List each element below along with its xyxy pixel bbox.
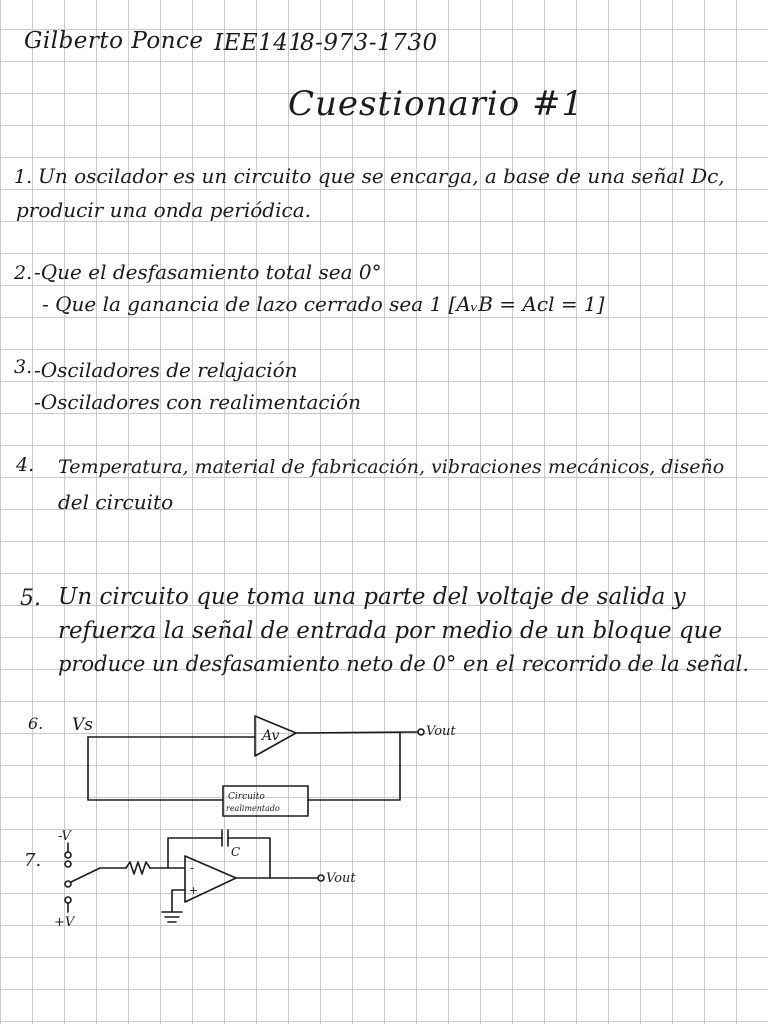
switch-blade xyxy=(71,868,126,882)
student-name: Gilberto Ponce xyxy=(24,28,204,54)
opamp-plus-sign: + xyxy=(189,884,199,897)
output-to-feedback-wire xyxy=(308,732,400,800)
ground-symbol xyxy=(162,912,182,922)
integrator-output-label: Vout xyxy=(326,871,356,886)
output-terminal xyxy=(418,729,424,735)
answer-1-number: 1. xyxy=(14,166,33,188)
answer-3-line-2: -Osciladores con realimentación xyxy=(34,390,361,414)
switch-contact-top xyxy=(65,861,71,867)
neg-supply-terminal xyxy=(65,852,71,858)
answer-2-line-1: -Que el desfasamiento total sea 0° xyxy=(34,260,382,284)
answer-5-line-3: produce un desfasamiento neto de 0° en el recorrido de la señal. xyxy=(58,652,750,676)
answer-4-line-2: del circuito xyxy=(58,490,174,514)
answer-5-line-2: refuerza la señal de entrada por medio de un bloque que xyxy=(58,618,723,644)
feedback-block-label-2: realimentado xyxy=(226,804,280,813)
answer-1-line-1: Un oscilador es un circuito que se encarga, a base de una señal Dc, xyxy=(38,164,725,188)
noninverting-input-wire xyxy=(172,890,185,912)
capacitor-label: C xyxy=(231,845,241,859)
answer-4-line-1: Temperatura, material de fabricación, vibraciones mecánicos, diseño xyxy=(58,456,725,478)
answer-2-line-2: - Que la ganancia de lazo cerrado sea 1 [AᵥB = Acl = 1] xyxy=(42,292,605,316)
page-title: Cuestionario #1 xyxy=(288,84,585,124)
answer-1-line-2: producir una onda periódica. xyxy=(16,198,311,222)
answer-3-number: 3. xyxy=(14,356,33,378)
answer-3-line-1: -Osciladores de relajación xyxy=(34,358,298,382)
input-signal-label: Vs xyxy=(72,715,94,735)
feedback-to-input-wire xyxy=(88,737,223,800)
input-resistor xyxy=(126,862,150,874)
student-id: 8-973-1730 xyxy=(300,30,438,56)
feedback-block-label-1: Circuito xyxy=(228,792,265,802)
pos-supply-terminal xyxy=(65,897,71,903)
answer-5-line-1: Un circuito que toma una parte del voltaje de salida y xyxy=(58,584,686,610)
answer-2-number: 2. xyxy=(14,262,33,284)
question-7-number: 7. xyxy=(24,850,42,871)
question-6-number: 6. xyxy=(28,714,44,733)
neg-supply-label: -V xyxy=(58,829,71,844)
opamp-minus-sign: - xyxy=(190,861,195,875)
amplifier-gain-label: Av xyxy=(262,728,280,744)
course-code: IEE141 xyxy=(214,30,304,56)
pos-supply-label: +V xyxy=(54,915,75,930)
answer-5-number: 5. xyxy=(20,586,41,611)
opamp-output-terminal xyxy=(318,875,324,881)
answer-4-number: 4. xyxy=(16,454,35,476)
switch-pole xyxy=(65,881,71,887)
output-voltage-label: Vout xyxy=(426,724,456,739)
integrator-circuit xyxy=(65,830,324,922)
feedback-wire-left xyxy=(168,838,222,868)
